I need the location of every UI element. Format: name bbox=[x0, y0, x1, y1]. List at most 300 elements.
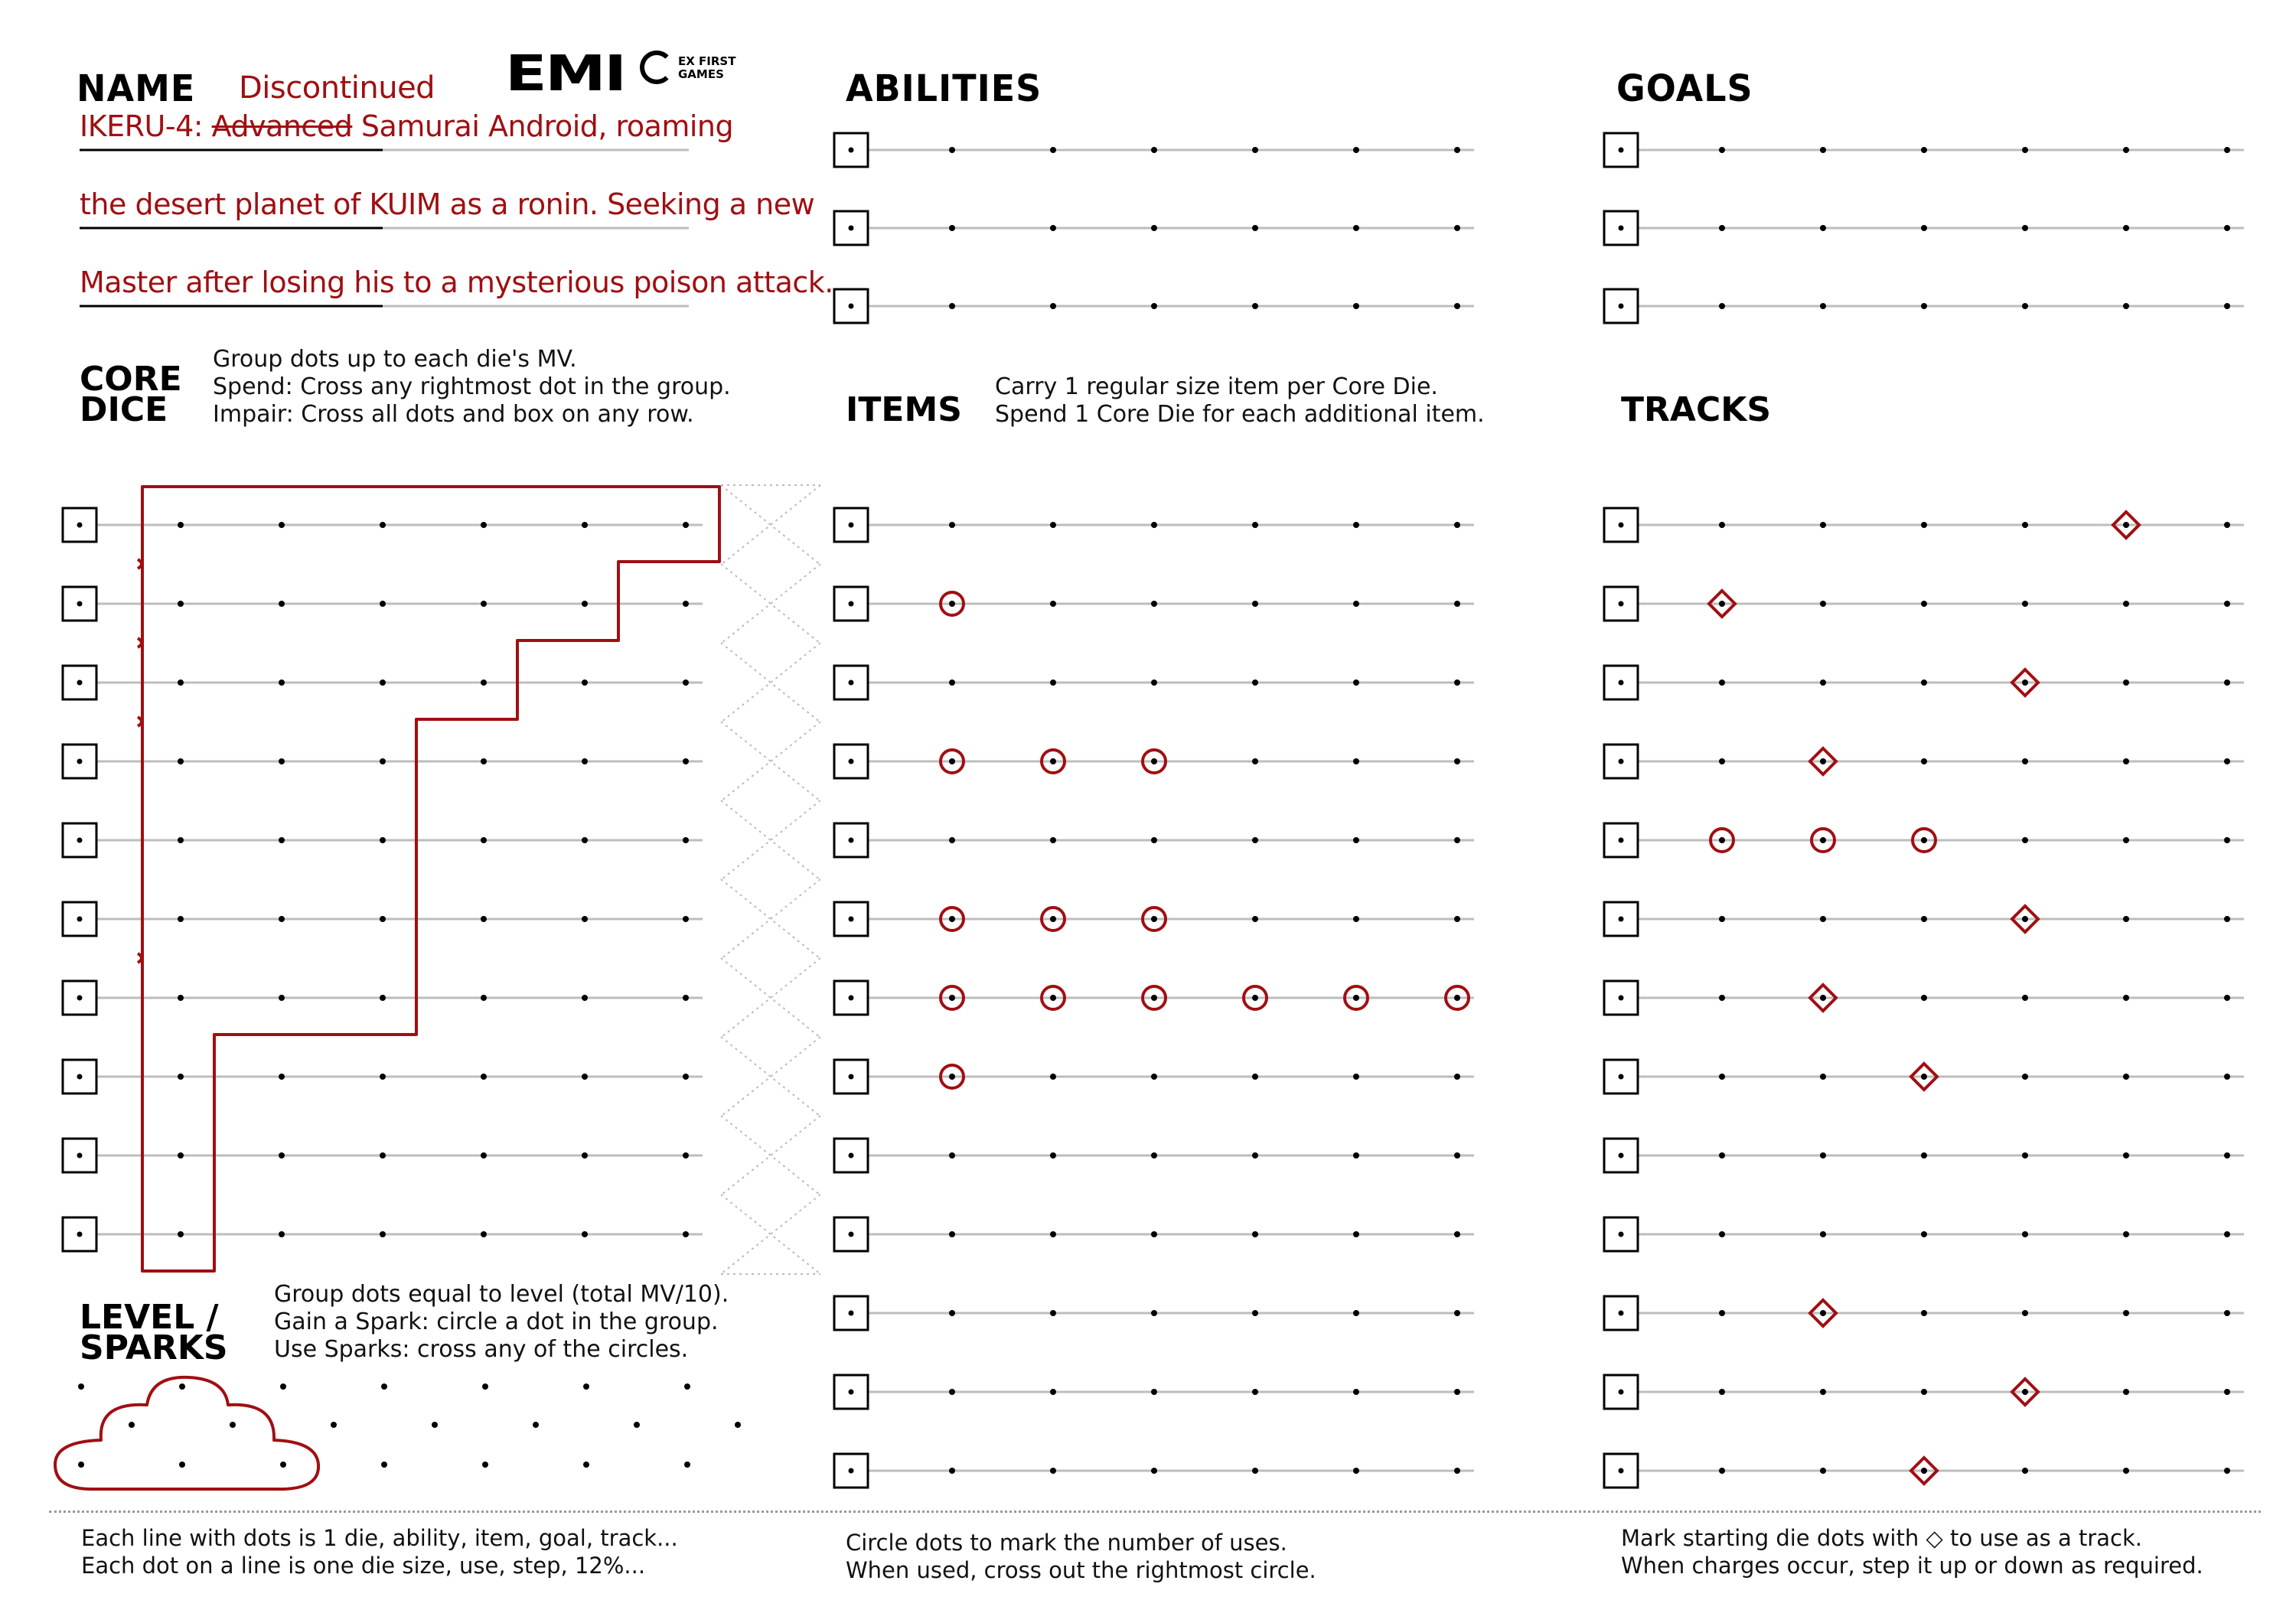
track-row-11-dot-2[interactable] bbox=[1820, 1310, 1826, 1316]
core-die-row-10-dot-3[interactable] bbox=[380, 1231, 386, 1237]
ability-row-1-dot-2[interactable] bbox=[1050, 147, 1056, 153]
item-row-8-dot-1[interactable] bbox=[949, 1074, 955, 1080]
core-dice-heading-line-1: CORE bbox=[80, 360, 182, 399]
ability-row-2-dot-3[interactable] bbox=[1151, 225, 1157, 231]
item-row-4-dot-5[interactable] bbox=[1353, 758, 1359, 764]
core-die-row-9-dot-6[interactable] bbox=[683, 1152, 689, 1159]
core-die-row-3-dot-1[interactable] bbox=[178, 680, 184, 686]
core-die-row-2-dot-6[interactable] bbox=[683, 601, 689, 607]
name-line-3: Master after losing his to a mysterious poison attack. bbox=[80, 266, 833, 299]
spark-dot-top-7[interactable] bbox=[684, 1383, 690, 1390]
track-row-1-dot-5[interactable] bbox=[2123, 522, 2129, 528]
core-die-row-1-dot-1[interactable] bbox=[178, 522, 184, 528]
ex-first-games-logo-icon bbox=[640, 51, 673, 84]
track-row-10-dot-1[interactable] bbox=[1719, 1231, 1725, 1237]
item-row-1-dot-5[interactable] bbox=[1353, 522, 1359, 528]
ability-row-1-checkbox-dot bbox=[849, 148, 854, 153]
item-row-8-dot-4[interactable] bbox=[1252, 1074, 1258, 1080]
core-die-row-9-dot-3[interactable] bbox=[380, 1152, 386, 1159]
ability-row-3-dot-5[interactable] bbox=[1353, 303, 1359, 309]
goal-row-1-dot-2[interactable] bbox=[1820, 147, 1826, 153]
ability-row-3-dot-2[interactable] bbox=[1050, 303, 1056, 309]
item-row-10-dot-1[interactable] bbox=[949, 1231, 955, 1237]
core-die-row-4-dot-6[interactable] bbox=[683, 758, 689, 764]
core-die-row-5-dot-5[interactable] bbox=[582, 837, 588, 843]
core-dice-heading-line-2: DICE bbox=[80, 390, 168, 429]
core-die-row-3-dot-3[interactable] bbox=[380, 680, 386, 686]
track-row-4-dot-6[interactable] bbox=[2224, 758, 2230, 764]
track-row-9-dot-5[interactable] bbox=[2123, 1152, 2129, 1159]
goal-row-2-dot-4[interactable] bbox=[2022, 225, 2028, 231]
ability-row-3-dot-4[interactable] bbox=[1252, 303, 1258, 309]
goal-row-2-dot-5[interactable] bbox=[2123, 225, 2129, 231]
goal-row-1-dot-5[interactable] bbox=[2123, 147, 2129, 153]
item-row-9-dot-2[interactable] bbox=[1050, 1152, 1056, 1159]
item-row-3-dot-4[interactable] bbox=[1252, 680, 1258, 686]
track-row-9-checkbox-dot bbox=[1619, 1153, 1624, 1159]
track-row-11-dot-5[interactable] bbox=[2123, 1310, 2129, 1316]
track-row-3-dot-5[interactable] bbox=[2123, 680, 2129, 686]
item-row-5-dot-5[interactable] bbox=[1353, 837, 1359, 843]
item-row-6-dot-5[interactable] bbox=[1353, 916, 1359, 922]
spark-dot-top-5[interactable] bbox=[482, 1383, 488, 1390]
item-row-5-checkbox-dot bbox=[849, 838, 854, 843]
core-die-row-1-dot-2[interactable] bbox=[279, 522, 285, 528]
track-row-3-dot-6[interactable] bbox=[2224, 680, 2230, 686]
core-die-row-7-dot-6[interactable] bbox=[683, 995, 689, 1001]
track-row-12-dot-5[interactable] bbox=[2123, 1389, 2129, 1395]
track-row-5-dot-1[interactable] bbox=[1719, 837, 1725, 843]
item-row-4-dot-3[interactable] bbox=[1151, 758, 1157, 764]
item-row-3-dot-1[interactable] bbox=[949, 680, 955, 686]
track-row-8-checkbox-dot bbox=[1619, 1074, 1624, 1080]
track-row-10-dot-3[interactable] bbox=[1921, 1231, 1927, 1237]
core-die-row-9-dot-5[interactable] bbox=[582, 1152, 588, 1159]
track-row-13-dot-4[interactable] bbox=[2022, 1468, 2028, 1474]
core-die-row-7-dot-5[interactable] bbox=[582, 995, 588, 1001]
core-die-row-7-dot-1[interactable] bbox=[178, 995, 184, 1001]
track-row-2-dot-5[interactable] bbox=[2123, 601, 2129, 607]
track-row-7-dot-3[interactable] bbox=[1921, 995, 1927, 1001]
core-die-row-4-dot-4[interactable] bbox=[481, 758, 487, 764]
track-row-12-dot-4[interactable] bbox=[2022, 1389, 2028, 1395]
item-row-12-dot-4[interactable] bbox=[1252, 1389, 1258, 1395]
ability-row-2-dot-1[interactable] bbox=[949, 225, 955, 231]
core-die-row-4-dot-3[interactable] bbox=[380, 758, 386, 764]
item-row-12-checkbox-dot bbox=[849, 1390, 854, 1395]
core-die-row-10-dot-2[interactable] bbox=[279, 1231, 285, 1237]
core-die-row-8-dot-6[interactable] bbox=[683, 1074, 689, 1080]
item-row-12-dot-5[interactable] bbox=[1353, 1389, 1359, 1395]
spark-dot-bottom-6[interactable] bbox=[583, 1462, 589, 1468]
item-row-6-dot-2[interactable] bbox=[1050, 916, 1056, 922]
item-row-9-dot-5[interactable] bbox=[1353, 1152, 1359, 1159]
emi-logo: EMI bbox=[505, 46, 625, 103]
item-row-6-dot-1[interactable] bbox=[949, 916, 955, 922]
core-die-row-4-dot-2[interactable] bbox=[279, 758, 285, 764]
item-row-1-dot-3[interactable] bbox=[1151, 522, 1157, 528]
item-row-13-dot-4[interactable] bbox=[1252, 1468, 1258, 1474]
name-line-1 bbox=[80, 109, 733, 143]
item-row-11-dot-3[interactable] bbox=[1151, 1310, 1157, 1316]
item-row-8-dot-5[interactable] bbox=[1353, 1074, 1359, 1080]
item-row-13-dot-2[interactable] bbox=[1050, 1468, 1056, 1474]
item-row-7-dot-6[interactable] bbox=[1454, 995, 1460, 1001]
spark-dot-mid-4[interactable] bbox=[432, 1422, 438, 1428]
item-row-12-dot-2[interactable] bbox=[1050, 1389, 1056, 1395]
core-die-row-5-dot-6[interactable] bbox=[683, 837, 689, 843]
goal-row-3-dot-3[interactable] bbox=[1921, 303, 1927, 309]
item-row-13-dot-6[interactable] bbox=[1454, 1468, 1460, 1474]
track-row-7-dot-5[interactable] bbox=[2123, 995, 2129, 1001]
track-row-4-dot-1[interactable] bbox=[1719, 758, 1725, 764]
track-row-8-dot-4[interactable] bbox=[2022, 1074, 2028, 1080]
spark-dot-top-6[interactable] bbox=[583, 1383, 589, 1390]
spark-dot-bottom-2[interactable] bbox=[179, 1462, 185, 1468]
core-die-row-2-dot-4[interactable] bbox=[481, 601, 487, 607]
track-row-9-dot-3[interactable] bbox=[1921, 1152, 1927, 1159]
item-row-4-dot-2[interactable] bbox=[1050, 758, 1056, 764]
core-die-row-6-checkbox-dot bbox=[77, 917, 83, 922]
item-row-5-dot-3[interactable] bbox=[1151, 837, 1157, 843]
core-dice-instructions: Group dots up to each die's MV. Spend: Cross any rightmost dot in the group. Impair: Cross all dots and box on any row. bbox=[213, 346, 731, 428]
core-die-row-8-dot-2[interactable] bbox=[279, 1074, 285, 1080]
core-die-row-5-dot-3[interactable] bbox=[380, 837, 386, 843]
core-die-row-10-dot-4[interactable] bbox=[481, 1231, 487, 1237]
goal-row-3-dot-1[interactable] bbox=[1719, 303, 1725, 309]
item-row-1-dot-4[interactable] bbox=[1252, 522, 1258, 528]
track-row-8-dot-1[interactable] bbox=[1719, 1074, 1725, 1080]
spark-dot-bottom-7[interactable] bbox=[684, 1462, 690, 1468]
core-die-row-5-dot-1[interactable] bbox=[178, 837, 184, 843]
core-die-row-4-dot-5[interactable] bbox=[582, 758, 588, 764]
track-row-2-dot-6[interactable] bbox=[2224, 601, 2230, 607]
item-row-8-dot-6[interactable] bbox=[1454, 1074, 1460, 1080]
track-row-12-dot-1[interactable] bbox=[1719, 1389, 1725, 1395]
core-die-row-9-dot-2[interactable] bbox=[279, 1152, 285, 1159]
item-row-11-dot-1[interactable] bbox=[949, 1310, 955, 1316]
company-name: EX FIRST GAMES bbox=[678, 54, 736, 81]
core-die-row-3-dot-5[interactable] bbox=[582, 680, 588, 686]
track-row-5-dot-5[interactable] bbox=[2123, 837, 2129, 843]
footer-divider bbox=[49, 1511, 2261, 1513]
item-row-8-dot-3[interactable] bbox=[1151, 1074, 1157, 1080]
track-row-9-dot-6[interactable] bbox=[2224, 1152, 2230, 1159]
track-row-5-dot-6[interactable] bbox=[2224, 837, 2230, 843]
core-die-row-6-dot-1[interactable] bbox=[178, 916, 184, 922]
ability-row-2-dot-6[interactable] bbox=[1454, 225, 1460, 231]
track-row-10-dot-4[interactable] bbox=[2022, 1231, 2028, 1237]
item-row-2-dot-3[interactable] bbox=[1151, 601, 1157, 607]
core-die-row-7-dot-3[interactable] bbox=[380, 995, 386, 1001]
track-row-6-dot-6[interactable] bbox=[2224, 916, 2230, 922]
core-die-row-5-dot-4[interactable] bbox=[481, 837, 487, 843]
spark-dot-mid-1[interactable] bbox=[129, 1422, 135, 1428]
spark-dot-bottom-5[interactable] bbox=[482, 1462, 488, 1468]
item-row-5-dot-2[interactable] bbox=[1050, 837, 1056, 843]
track-row-6-dot-5[interactable] bbox=[2123, 916, 2129, 922]
track-row-11-dot-3[interactable] bbox=[1921, 1310, 1927, 1316]
track-row-5-checkbox-dot bbox=[1619, 838, 1624, 843]
item-row-10-dot-6[interactable] bbox=[1454, 1231, 1460, 1237]
ability-row-3-dot-1[interactable] bbox=[949, 303, 955, 309]
goal-row-3-dot-5[interactable] bbox=[2123, 303, 2129, 309]
item-row-5-dot-6[interactable] bbox=[1454, 837, 1460, 843]
goal-row-3-dot-2[interactable] bbox=[1820, 303, 1826, 309]
core-die-row-2-dot-1[interactable] bbox=[178, 601, 184, 607]
item-row-4-dot-4[interactable] bbox=[1252, 758, 1258, 764]
core-die-row-5-checkbox-dot bbox=[77, 838, 83, 843]
track-row-1-dot-4[interactable] bbox=[2022, 522, 2028, 528]
item-row-4-dot-1[interactable] bbox=[949, 758, 955, 764]
ability-row-1-dot-3[interactable] bbox=[1151, 147, 1157, 153]
item-row-9-dot-1[interactable] bbox=[949, 1152, 955, 1159]
track-row-10-dot-6[interactable] bbox=[2224, 1231, 2230, 1237]
core-die-row-6-dot-3[interactable] bbox=[380, 916, 386, 922]
spark-dot-bottom-3[interactable] bbox=[280, 1462, 286, 1468]
goal-row-1-dot-4[interactable] bbox=[2022, 147, 2028, 153]
track-row-6-dot-3[interactable] bbox=[1921, 916, 1927, 922]
track-row-2-dot-2[interactable] bbox=[1820, 601, 1826, 607]
goals-heading: GOALS bbox=[1616, 66, 1753, 110]
track-row-2-dot-4[interactable] bbox=[2022, 601, 2028, 607]
item-row-3-dot-2[interactable] bbox=[1050, 680, 1056, 686]
track-row-6-dot-1[interactable] bbox=[1719, 916, 1725, 922]
track-row-6-dot-2[interactable] bbox=[1820, 916, 1826, 922]
goal-row-2-dot-2[interactable] bbox=[1820, 225, 1826, 231]
item-row-9-dot-3[interactable] bbox=[1151, 1152, 1157, 1159]
track-row-10-dot-2[interactable] bbox=[1820, 1231, 1826, 1237]
ability-row-3-dot-6[interactable] bbox=[1454, 303, 1460, 309]
track-row-11-dot-1[interactable] bbox=[1719, 1310, 1725, 1316]
core-die-row-2-dot-3[interactable] bbox=[380, 601, 386, 607]
item-row-12-dot-6[interactable] bbox=[1454, 1389, 1460, 1395]
core-die-row-9-dot-1[interactable] bbox=[178, 1152, 184, 1159]
item-row-3-dot-5[interactable] bbox=[1353, 680, 1359, 686]
core-die-row-10-dot-1[interactable] bbox=[178, 1231, 184, 1237]
item-row-9-dot-6[interactable] bbox=[1454, 1152, 1460, 1159]
track-row-7-dot-2[interactable] bbox=[1820, 995, 1826, 1001]
item-row-11-dot-2[interactable] bbox=[1050, 1310, 1056, 1316]
track-row-3-dot-4[interactable] bbox=[2022, 680, 2028, 686]
core-die-row-3-dot-6[interactable] bbox=[683, 680, 689, 686]
track-row-11-dot-6[interactable] bbox=[2224, 1310, 2230, 1316]
item-row-11-dot-5[interactable] bbox=[1353, 1310, 1359, 1316]
core-die-row-10-dot-6[interactable] bbox=[683, 1231, 689, 1237]
spark-dot-top-4[interactable] bbox=[381, 1383, 387, 1390]
track-row-2-dot-1[interactable] bbox=[1719, 601, 1725, 607]
item-row-7-dot-2[interactable] bbox=[1050, 995, 1056, 1001]
item-row-12-dot-3[interactable] bbox=[1151, 1389, 1157, 1395]
track-row-1-dot-6[interactable] bbox=[2224, 522, 2230, 528]
track-row-4-dot-3[interactable] bbox=[1921, 758, 1927, 764]
item-row-1-dot-2[interactable] bbox=[1050, 522, 1056, 528]
track-row-3-checkbox-dot bbox=[1619, 680, 1624, 686]
track-row-4-dot-4[interactable] bbox=[2022, 758, 2028, 764]
track-row-9-dot-4[interactable] bbox=[2022, 1152, 2028, 1159]
track-row-4-dot-2[interactable] bbox=[1820, 758, 1826, 764]
track-row-7-dot-6[interactable] bbox=[2224, 995, 2230, 1001]
item-row-11-dot-6[interactable] bbox=[1454, 1310, 1460, 1316]
item-row-2-dot-1[interactable] bbox=[949, 601, 955, 607]
spark-dot-bottom-1[interactable] bbox=[78, 1462, 84, 1468]
item-row-1-checkbox-dot bbox=[849, 523, 854, 528]
ability-row-2-dot-2[interactable] bbox=[1050, 225, 1056, 231]
ability-row-1-dot-6[interactable] bbox=[1454, 147, 1460, 153]
item-row-7-dot-5[interactable] bbox=[1353, 995, 1359, 1001]
track-row-9-dot-1[interactable] bbox=[1719, 1152, 1725, 1159]
item-row-5-dot-4[interactable] bbox=[1252, 837, 1258, 843]
track-row-10-dot-5[interactable] bbox=[2123, 1231, 2129, 1237]
track-row-1-dot-2[interactable] bbox=[1820, 522, 1826, 528]
track-row-3-dot-3[interactable] bbox=[1921, 680, 1927, 686]
core-die-row-9-dot-4[interactable] bbox=[481, 1152, 487, 1159]
core-die-row-1-dot-6[interactable] bbox=[683, 522, 689, 528]
item-row-4-checkbox-dot bbox=[849, 759, 854, 764]
spark-dot-top-2[interactable] bbox=[179, 1383, 185, 1390]
track-row-5-dot-2[interactable] bbox=[1820, 837, 1826, 843]
item-row-2-dot-6[interactable] bbox=[1454, 601, 1460, 607]
track-row-9-dot-2[interactable] bbox=[1820, 1152, 1826, 1159]
goal-row-1-dot-1[interactable] bbox=[1719, 147, 1725, 153]
spark-dot-top-1[interactable] bbox=[78, 1383, 84, 1390]
item-row-3-dot-3[interactable] bbox=[1151, 680, 1157, 686]
core-die-row-6-dot-4[interactable] bbox=[481, 916, 487, 922]
item-row-7-dot-1[interactable] bbox=[949, 995, 955, 1001]
track-row-12-dot-2[interactable] bbox=[1820, 1389, 1826, 1395]
item-row-1-dot-6[interactable] bbox=[1454, 522, 1460, 528]
core-die-row-1-dot-5[interactable] bbox=[582, 522, 588, 528]
item-row-10-dot-4[interactable] bbox=[1252, 1231, 1258, 1237]
item-row-2-dot-2[interactable] bbox=[1050, 601, 1056, 607]
spark-dot-top-3[interactable] bbox=[280, 1383, 286, 1390]
core-die-row-2-dot-5[interactable] bbox=[582, 601, 588, 607]
track-row-13-dot-1[interactable] bbox=[1719, 1468, 1725, 1474]
track-row-1-dot-3[interactable] bbox=[1921, 522, 1927, 528]
spark-dot-mid-5[interactable] bbox=[533, 1422, 539, 1428]
item-row-5-dot-1[interactable] bbox=[949, 837, 955, 843]
ability-row-3-dot-3[interactable] bbox=[1151, 303, 1157, 309]
track-row-13-dot-5[interactable] bbox=[2123, 1468, 2129, 1474]
ability-row-1-dot-1[interactable] bbox=[949, 147, 955, 153]
item-row-7-dot-4[interactable] bbox=[1252, 995, 1258, 1001]
track-row-12-dot-6[interactable] bbox=[2224, 1389, 2230, 1395]
goal-row-3-dot-6[interactable] bbox=[2224, 303, 2230, 309]
item-row-12-dot-1[interactable] bbox=[949, 1389, 955, 1395]
core-die-row-4-dot-1[interactable] bbox=[178, 758, 184, 764]
goal-row-1-dot-3[interactable] bbox=[1921, 147, 1927, 153]
item-row-13-dot-5[interactable] bbox=[1353, 1468, 1359, 1474]
item-row-13-dot-3[interactable] bbox=[1151, 1468, 1157, 1474]
item-row-2-dot-5[interactable] bbox=[1353, 601, 1359, 607]
item-row-13-dot-1[interactable] bbox=[949, 1468, 955, 1474]
track-row-11-dot-4[interactable] bbox=[2022, 1310, 2028, 1316]
core-die-row-7-checkbox-dot bbox=[77, 996, 83, 1001]
item-row-9-dot-4[interactable] bbox=[1252, 1152, 1258, 1159]
core-die-row-7-dot-2[interactable] bbox=[279, 995, 285, 1001]
track-row-3-dot-2[interactable] bbox=[1820, 680, 1826, 686]
core-die-row-6-dot-5[interactable] bbox=[582, 916, 588, 922]
core-die-row-6-dot-6[interactable] bbox=[683, 916, 689, 922]
track-row-6-dot-4[interactable] bbox=[2022, 916, 2028, 922]
ability-row-2-checkbox-dot bbox=[849, 226, 854, 231]
goal-row-3-dot-4[interactable] bbox=[2022, 303, 2028, 309]
track-row-1-dot-1[interactable] bbox=[1719, 522, 1725, 528]
core-die-row-7-dot-4[interactable] bbox=[481, 995, 487, 1001]
track-row-12-checkbox-dot bbox=[1619, 1390, 1624, 1395]
spark-dot-mid-2[interactable] bbox=[230, 1422, 236, 1428]
goal-row-2-dot-1[interactable] bbox=[1719, 225, 1725, 231]
item-row-7-dot-3[interactable] bbox=[1151, 995, 1157, 1001]
item-row-8-dot-2[interactable] bbox=[1050, 1074, 1056, 1080]
track-row-5-dot-3[interactable] bbox=[1921, 837, 1927, 843]
track-row-2-dot-3[interactable] bbox=[1921, 601, 1927, 607]
core-die-row-10-dot-5[interactable] bbox=[582, 1231, 588, 1237]
spark-dot-mid-6[interactable] bbox=[634, 1422, 640, 1428]
core-dice-group-divider-4 bbox=[138, 953, 142, 963]
track-row-13-dot-2[interactable] bbox=[1820, 1468, 1826, 1474]
track-row-8-dot-6[interactable] bbox=[2224, 1074, 2230, 1080]
spark-dot-mid-7[interactable] bbox=[735, 1422, 741, 1428]
core-die-row-3-dot-4[interactable] bbox=[481, 680, 487, 686]
item-row-1-dot-1[interactable] bbox=[949, 522, 955, 528]
item-row-10-dot-5[interactable] bbox=[1353, 1231, 1359, 1237]
core-die-row-2-dot-2[interactable] bbox=[279, 601, 285, 607]
core-die-row-6-dot-2[interactable] bbox=[279, 916, 285, 922]
item-row-10-dot-3[interactable] bbox=[1151, 1231, 1157, 1237]
level-sparks-instructions: Group dots equal to level (total MV/10). Gain a Spark: circle a dot in the group. Use Sparks: cross any of the circles. bbox=[274, 1281, 729, 1363]
core-die-row-1-dot-3[interactable] bbox=[380, 522, 386, 528]
core-die-row-8-dot-5[interactable] bbox=[582, 1074, 588, 1080]
goal-row-2-dot-3[interactable] bbox=[1921, 225, 1927, 231]
item-row-6-dot-4[interactable] bbox=[1252, 916, 1258, 922]
core-die-row-5-dot-2[interactable] bbox=[279, 837, 285, 843]
spark-dot-mid-3[interactable] bbox=[331, 1422, 337, 1428]
item-row-11-dot-4[interactable] bbox=[1252, 1310, 1258, 1316]
item-row-10-dot-2[interactable] bbox=[1050, 1231, 1056, 1237]
item-row-4-dot-6[interactable] bbox=[1454, 758, 1460, 764]
ability-row-2-dot-4[interactable] bbox=[1252, 225, 1258, 231]
track-row-13-dot-3[interactable] bbox=[1921, 1468, 1927, 1474]
core-die-row-8-dot-1[interactable] bbox=[178, 1074, 184, 1080]
track-row-4-dot-5[interactable] bbox=[2123, 758, 2129, 764]
item-row-6-dot-6[interactable] bbox=[1454, 916, 1460, 922]
item-row-6-dot-3[interactable] bbox=[1151, 916, 1157, 922]
item-row-2-dot-4[interactable] bbox=[1252, 601, 1258, 607]
track-row-8-dot-2[interactable] bbox=[1820, 1074, 1826, 1080]
track-row-12-dot-3[interactable] bbox=[1921, 1389, 1927, 1395]
track-row-5-dot-4[interactable] bbox=[2022, 837, 2028, 843]
ability-row-2-dot-5[interactable] bbox=[1353, 225, 1359, 231]
core-die-row-8-dot-3[interactable] bbox=[380, 1074, 386, 1080]
core-die-row-8-dot-4[interactable] bbox=[481, 1074, 487, 1080]
spark-dot-bottom-4[interactable] bbox=[381, 1462, 387, 1468]
track-row-8-dot-3[interactable] bbox=[1921, 1074, 1927, 1080]
track-row-3-dot-1[interactable] bbox=[1719, 680, 1725, 686]
track-row-7-dot-4[interactable] bbox=[2022, 995, 2028, 1001]
ability-row-1-dot-4[interactable] bbox=[1252, 147, 1258, 153]
core-die-row-1-dot-4[interactable] bbox=[481, 522, 487, 528]
track-row-13-dot-6[interactable] bbox=[2224, 1468, 2230, 1474]
item-row-3-dot-6[interactable] bbox=[1454, 680, 1460, 686]
core-die-row-3-dot-2[interactable] bbox=[279, 680, 285, 686]
goal-row-2-dot-6[interactable] bbox=[2224, 225, 2230, 231]
track-row-8-dot-5[interactable] bbox=[2123, 1074, 2129, 1080]
track-row-7-dot-1[interactable] bbox=[1719, 995, 1725, 1001]
item-row-3-checkbox-dot bbox=[849, 680, 854, 686]
goal-row-1-dot-6[interactable] bbox=[2224, 147, 2230, 153]
ability-row-1-dot-5[interactable] bbox=[1353, 147, 1359, 153]
